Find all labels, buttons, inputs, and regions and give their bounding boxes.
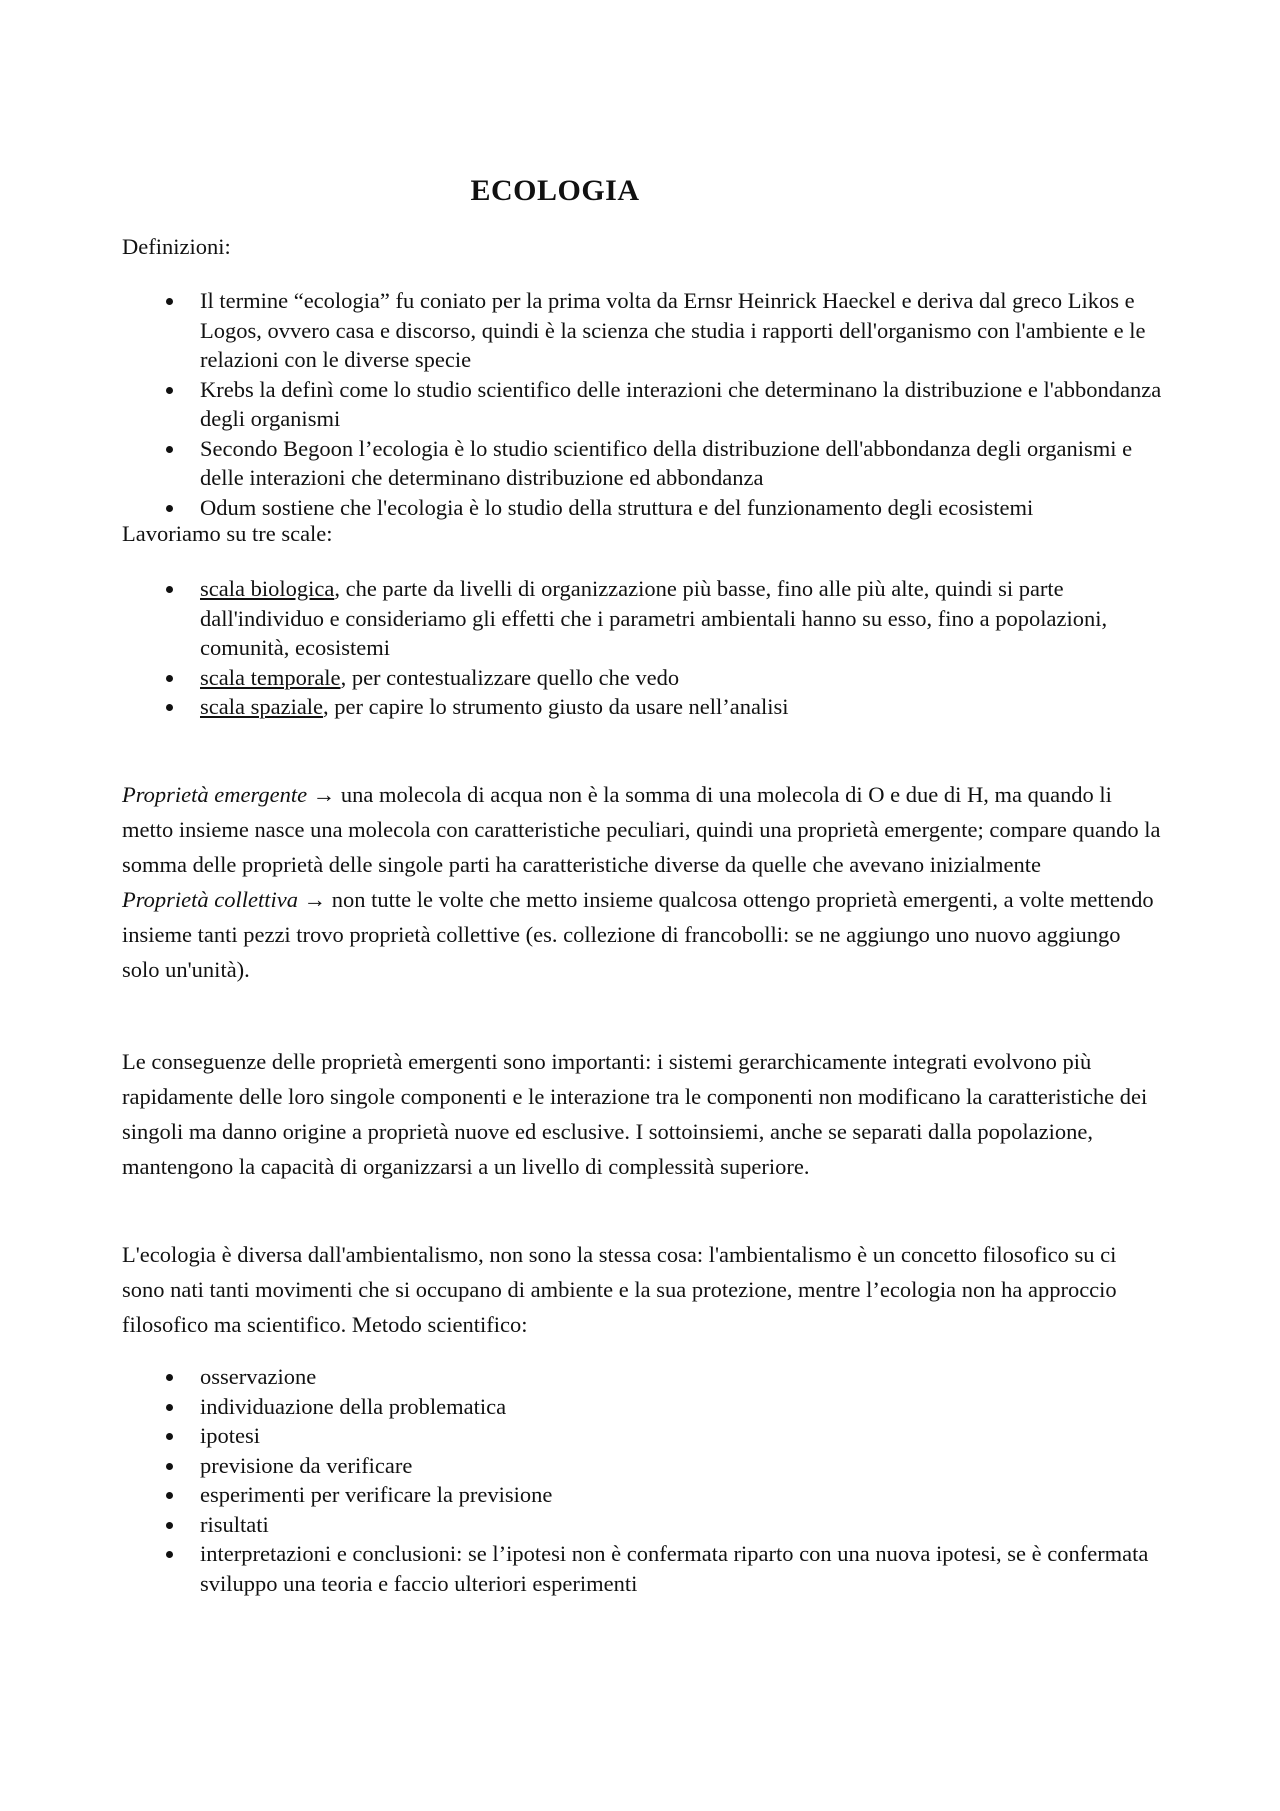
emergent-property-term: Proprietà emergente [122,782,308,807]
scales-label: Lavoriamo su tre scale: [122,521,333,546]
definitions-label: Definizioni: [122,234,231,259]
scale-description: , per capire lo strumento giusto da usare nell’analisi [323,694,789,719]
list-item: ipotesi [122,1421,1172,1451]
method-steps-list [122,1362,1172,1598]
scales-list [122,574,1172,722]
scale-term: scala spaziale [200,694,324,719]
list-item: risultati [122,1510,1172,1540]
list-item [122,574,1172,663]
list-item: Secondo Begoon l’ecologia è lo studio scientifico della distribuzione dell'abbondanza degli organismi e delle interazioni che determinano distribuzione ed abbondanza [122,434,1172,493]
list-item: Il termine “ecologia” fu coniato per la prima volta da Ernsr Heinrick Haeckel e deriva dal greco Likos e Logos, ovvero casa e discorso, quindi è la scienza che studia i rapporti dell'organismo con l'ambiente e le relazioni con le diverse specie [122,286,1172,375]
scale-description: , per contestualizzare quello che vedo [340,664,680,690]
list-item: esperimenti per verificare la previsione [122,1480,1172,1510]
environmentalism-paragraph: L'ecologia è diversa dall'ambientalismo, non sono la stessa cosa: l'ambientalismo è un concetto filosofico su ci sono nati tanti movimenti che si occupano di ambiente e la sua protezione, mentre l’ecologia non ha approccio filosofico ma scientifico. Metodo scientifico: [122,1242,1117,1337]
page-title: ECOLOGIA [470,174,640,207]
scale-description: , che parte da livelli di organizzazione più basse, fino alle più alte, quindi si parte dall'individuo e consideriamo gli effetti che i parametri ambientali hanno su esso, fino a popolazioni, comunità, ecosistemi [200,576,1108,660]
list-item: Krebs la definì come lo studio scientifico delle interazioni che determinano la distribuzione e l'abbondanza degli organismi [122,375,1172,434]
emergent-property-text: una molecola di acqua non è la somma di una molecola di O e due di H, ma quando li metto insieme nasce una molecola con caratteristiche peculiari, quindi una proprietà emergente; compare quando la somma delle proprietà delle singole parti ha caratteristiche diverse da quelle che avevano inizialmente [122,782,1161,877]
list-item: osservazione [122,1362,1172,1392]
collective-property-text: non tutte le volte che metto insieme qualcosa ottengo proprietà emergenti, a volte mettendo insieme tanti pezzi trovo proprietà collettive (es. collezione di francobolli: se ne aggiungo uno nuovo aggiungo solo un'unità). [122,887,1154,982]
list-item: interpretazioni e conclusioni: se l’ipotesi non è confermata riparto con una nuova ipotesi, se è confermata sviluppo una teoria e faccio ulteriori esperimenti [122,1539,1172,1598]
list-item: previsione da verificare [122,1451,1172,1481]
consequences-paragraph: Le conseguenze delle proprietà emergenti sono importanti: i sistemi gerarchicamente integrati evolvono più rapidamente delle loro singole componenti e le interazione tra le componenti non modificano la caratteristiche dei singoli ma danno origine a proprietà nuove ed esclusive. I sottoinsiemi, anche se separati dalla popolazione, mantengono la capacità di organizzarsi a un livello di complessità superiore. [122,1049,1148,1179]
arrow-symbol: → [307,782,341,807]
collective-property-term: Proprietà collettiva [122,887,299,912]
emergent-property-paragraph [122,777,1162,987]
list-item [122,663,1172,693]
arrow-symbol: → [298,887,332,912]
scale-term: scala temporale [200,664,341,690]
list-item: Odum sostiene che l'ecologia è lo studio della struttura e del funzionamento degli ecosistemi [122,493,1172,523]
scale-term: scala biologica [200,576,335,601]
definitions-list [122,286,1172,522]
list-item [122,692,1172,722]
list-item: individuazione della problematica [122,1392,1172,1422]
